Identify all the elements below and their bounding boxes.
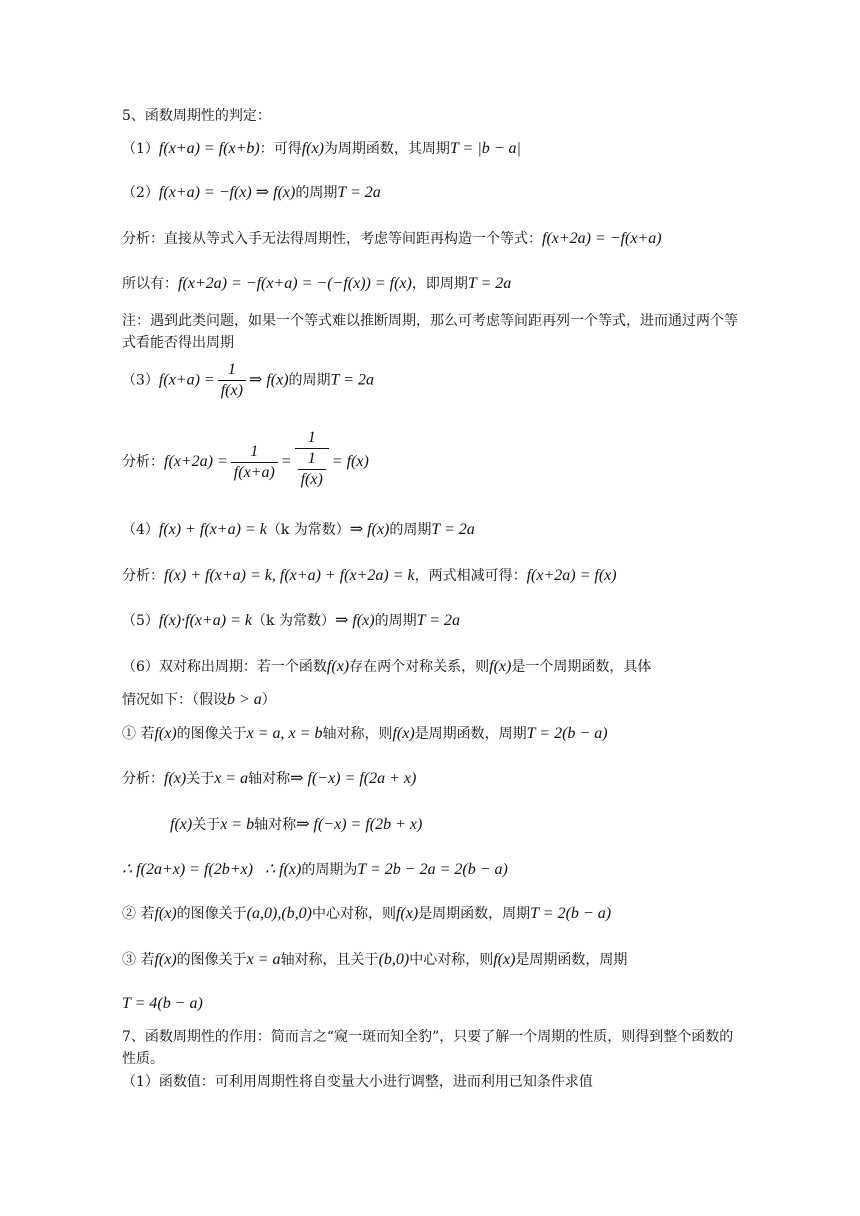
numerator: 1 [298, 449, 326, 470]
text: 的周期 [295, 185, 338, 201]
formula: ⇒ f(−x) = f(2b + x) [296, 816, 423, 833]
item-3 [122, 360, 374, 401]
text: ，两式相减可得： [414, 568, 527, 584]
period-formula: T = 2a [337, 184, 381, 201]
heading-7: 7、函数周期性的作用：简而言之“窥一斑而知全豹”，只要了解一个周期的性质，则得到整个函数的性质。 [122, 1029, 734, 1067]
text: 是周期函数，周期 [414, 726, 527, 742]
text: 所以有： [122, 276, 178, 292]
formula: f(x) [154, 725, 177, 742]
numerator: 1 [218, 360, 246, 381]
text: 是周期函数，周期 [515, 952, 628, 968]
formula: x = b [220, 816, 255, 833]
formula: f(x+a) = [158, 371, 215, 389]
text: （k 为常数） [266, 522, 350, 538]
numerator: 1 [231, 442, 278, 463]
period-formula: T = 2a [330, 371, 374, 389]
text: 为周期函数，其周期 [323, 141, 450, 157]
text: 分析： [122, 454, 164, 470]
formula: f(x+2a) = f(x) [526, 567, 617, 584]
formula: x = a [246, 951, 281, 968]
case-label: ② 若 [122, 906, 155, 922]
note: 注：遇到此类问题，如果一个等式难以推断周期，那么可考虑等间距再列一个等式，进而通过两个等式看能否得出周期 [122, 313, 738, 351]
text: 的图像关于 [176, 952, 247, 968]
period-formula: T = |b − a| [449, 140, 521, 157]
formula: ∴ f(2a+x) = f(2b+x) ∴ f(x) [122, 861, 302, 878]
text: ，即周期 [411, 276, 468, 292]
formula: f(x+2a) = −f(x+a) = −(−f(x)) = f(x) [178, 275, 412, 292]
item-label: （4） [122, 522, 159, 538]
item-1 [122, 139, 521, 159]
fraction [231, 442, 278, 483]
text: 的周期为 [301, 862, 358, 878]
text: 轴对称 [254, 817, 297, 833]
item-4 [122, 520, 475, 540]
case-2 [122, 904, 611, 924]
text: 的周期 [374, 613, 417, 629]
formula: f(x) + f(x+a) = k, f(x+a) + f(x+2a) = k [164, 567, 415, 584]
heading-5: 5、函数周期性的判定： [122, 108, 271, 124]
case-3 [122, 950, 627, 970]
text: 轴对称 [248, 771, 291, 787]
item-label: （6） [122, 659, 159, 675]
text: 是周期函数，周期 [418, 906, 531, 922]
denominator: f(x) [220, 382, 243, 399]
item-5 [122, 611, 460, 631]
text: 中心对称，则 [409, 952, 494, 968]
nested-fraction [295, 428, 329, 490]
formula: f(x+a) = f(x+b) [158, 140, 260, 157]
text: ） [261, 692, 276, 708]
formula: f(x) [301, 140, 324, 157]
fraction [218, 360, 246, 401]
formula: f(x+2a) = [164, 453, 228, 470]
formula: f(x) [164, 770, 187, 787]
formula: f(x+2a) = −f(x+a) [542, 230, 662, 247]
analysis-6b [170, 815, 422, 835]
text: ：可得 [259, 141, 302, 157]
period-formula: T = 2(b − a) [530, 905, 612, 922]
text: 情况如下：（假设 [122, 692, 227, 708]
denominator: f(x) [300, 471, 323, 488]
numerator: 1 [295, 428, 329, 449]
text: 轴对称，且关于 [280, 952, 379, 968]
case-1 [122, 724, 608, 744]
item-6 [122, 657, 651, 677]
text: 关于 [192, 817, 221, 833]
conclusion-2 [122, 274, 511, 294]
formula: f(x) [154, 951, 177, 968]
formula: (b,0) [378, 951, 410, 968]
analysis-2 [122, 229, 662, 249]
formula: ⇒ f(−x) = f(2a + x) [290, 770, 417, 787]
formula: f(x) [493, 951, 516, 968]
item-label: （1） [122, 141, 159, 157]
period-formula: T = 2b − 2a = 2(b − a) [357, 861, 508, 878]
text: 关于 [186, 771, 215, 787]
formula: b > a [227, 691, 262, 708]
case-3-period [122, 994, 203, 1014]
therefore-line [122, 860, 508, 880]
text: 双对称出周期：若一个函数 [158, 659, 327, 675]
text: 是一个周期函数，具体 [511, 659, 652, 675]
text: 的图像关于 [176, 906, 247, 922]
item-label: （5） [122, 613, 159, 629]
text: 的周期 [288, 372, 331, 389]
item-6-line-2 [122, 690, 276, 710]
formula: x = a [214, 770, 249, 787]
formula: f(x) + f(x+a) = k [158, 521, 267, 538]
formula: x = a, x = b [246, 725, 323, 742]
text: 分析： [122, 568, 164, 584]
text: 轴对称，则 [322, 726, 393, 742]
case-label: ① 若 [122, 726, 155, 742]
item-2 [122, 183, 381, 203]
formula: = f(x) [331, 453, 369, 470]
analysis-4 [122, 566, 617, 586]
formula: (a,0),(b,0) [246, 905, 312, 922]
case-label: ③ 若 [122, 952, 155, 968]
period-formula: T = 2a [431, 521, 475, 538]
inner-fraction [295, 449, 329, 490]
item-label: （2） [122, 185, 159, 201]
analysis-3 [122, 428, 369, 490]
formula: f(x) [395, 905, 419, 922]
equals: = [280, 453, 292, 470]
formula: f(x) [489, 658, 512, 675]
formula: f(x) [154, 905, 177, 922]
text: 分析：直接从等式入手无法得周期性，考虑等间距再构造一个等式： [122, 231, 542, 247]
period-formula: T = 2a [416, 612, 460, 629]
period-formula: T = 4(b − a) [122, 995, 203, 1012]
text: （k 为常数） [252, 613, 335, 629]
period-formula: T = 2a [467, 275, 512, 292]
formula: ⇒ f(x) [349, 521, 390, 538]
formula: f(x) [392, 725, 415, 742]
formula: f(x+a) = −f(x) ⇒ f(x) [158, 184, 296, 201]
item-7-1: （1）函数值：可利用周期性将自变量大小进行调整，进而利用已知条件求值 [122, 1074, 593, 1090]
formula: ⇒ f(x) [334, 612, 375, 629]
analysis-6a [122, 769, 416, 789]
formula: f(x) [326, 658, 350, 675]
formula: ⇒ f(x) [248, 371, 289, 389]
item-label: （3） [122, 372, 159, 389]
text: 的图像关于 [176, 726, 247, 742]
formula: f(x) [170, 816, 193, 833]
denominator: f(x+a) [233, 463, 275, 481]
text: 存在两个对称关系，则 [349, 659, 490, 675]
period-formula: T = 2(b − a) [526, 725, 608, 742]
text: 的周期 [389, 522, 432, 538]
text: 中心对称，则 [311, 906, 396, 922]
formula: f(x)·f(x+a) = k [158, 612, 253, 629]
text: 分析： [122, 771, 164, 787]
